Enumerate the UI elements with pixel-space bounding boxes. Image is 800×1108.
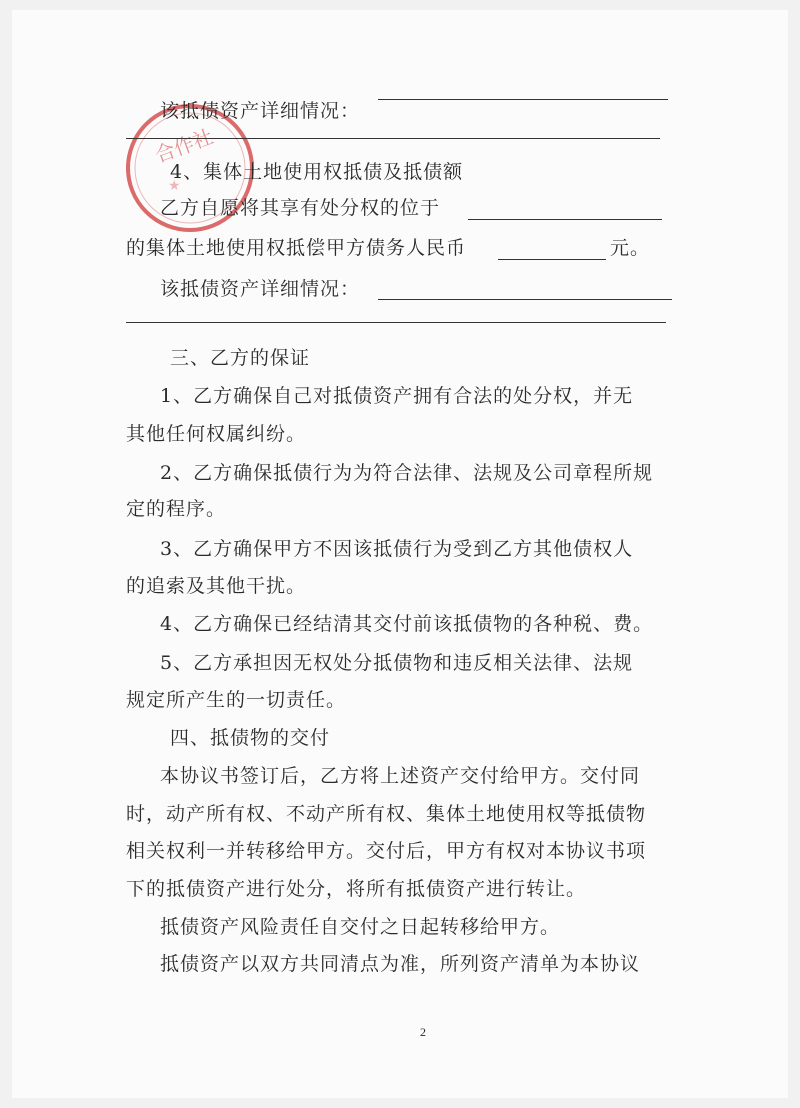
fill-line xyxy=(468,219,662,220)
paragraph-line: 乙方自愿将其享有处分权的位于 xyxy=(160,197,441,219)
asset-details-label-1: 该抵债资产详细情况： xyxy=(160,100,361,122)
page-number: 2 xyxy=(420,1025,426,1039)
paragraph-line: 2、乙方确保抵债行为为符合法律、法规及公司章程所规 xyxy=(160,462,654,484)
paragraph-line: 的集体土地使用权抵偿甲方债务人民币 xyxy=(126,237,467,259)
section-heading-guarantee: 三、乙方的保证 xyxy=(170,347,311,369)
paragraph-line: 3、乙方确保甲方不因该抵债行为受到乙方其他债权人 xyxy=(160,538,634,560)
svg-text:合作社: 合作社 xyxy=(151,124,217,168)
paragraph-line: 规定所产生的一切责任。 xyxy=(126,689,347,711)
fill-line xyxy=(126,322,666,323)
fill-line xyxy=(498,259,606,260)
section-heading-land: 4、集体土地使用权抵债及抵债额 xyxy=(170,161,464,183)
svg-text:★: ★ xyxy=(168,178,181,194)
paragraph-line: 抵债资产以双方共同清点为准，所列资产清单为本协议 xyxy=(160,953,641,975)
paragraph-line: 其他任何权属纠纷。 xyxy=(126,423,307,445)
paragraph-line: 相关权利一并转移给甲方。交付后，甲方有权对本协议书项 xyxy=(126,840,647,862)
fill-line xyxy=(126,138,660,139)
fill-line xyxy=(378,299,672,300)
section-heading-delivery: 四、抵债物的交付 xyxy=(170,727,331,749)
paragraph-line: 1、乙方确保自己对抵债资产拥有合法的处分权，并无 xyxy=(160,385,634,407)
paragraph-line: 的追索及其他干扰。 xyxy=(126,575,307,597)
document-page xyxy=(12,10,788,1098)
paragraph-line: 4、乙方确保已经结清其交付前该抵债物的各种税、费。 xyxy=(160,613,654,635)
fill-line xyxy=(378,99,668,100)
paragraph-line: 抵债资产风险责任自交付之日起转移给甲方。 xyxy=(160,916,561,938)
asset-details-label-2: 该抵债资产详细情况： xyxy=(160,278,361,300)
paragraph-line: 下的抵债资产进行处分，将所有抵债资产进行转让。 xyxy=(126,878,587,900)
paragraph-line: 元。 xyxy=(610,237,651,259)
paragraph-line: 5、乙方承担因无权处分抵债物和违反相关法律、法规 xyxy=(160,652,634,674)
paragraph-line: 时，动产所有权、不动产所有权、集体土地使用权等抵债物 xyxy=(126,803,647,825)
paragraph-line: 定的程序。 xyxy=(126,498,227,520)
paragraph-line: 本协议书签订后，乙方将上述资产交付给甲方。交付同 xyxy=(160,765,641,787)
